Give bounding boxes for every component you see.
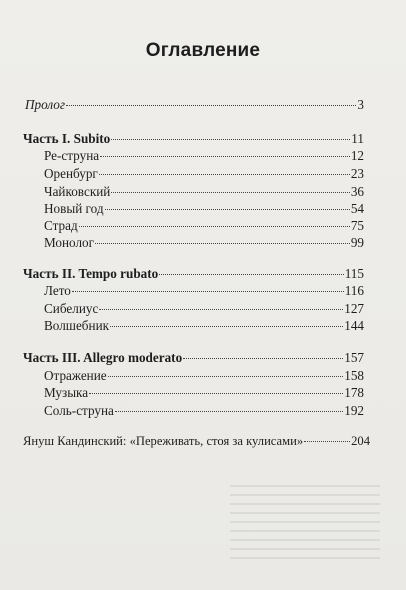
dot-leader xyxy=(99,308,343,310)
toc-label: Пролог xyxy=(25,97,66,112)
toc-entry-prolog xyxy=(25,96,364,114)
toc-entry xyxy=(44,367,364,385)
toc-label: Монолог xyxy=(44,235,95,250)
toc-entry xyxy=(44,317,364,335)
dot-leader xyxy=(108,375,344,377)
toc-entry xyxy=(44,282,364,300)
toc-page-number: 158 xyxy=(344,368,364,383)
dot-leader xyxy=(95,242,350,244)
toc-part-label: Часть II. Tempo rubato xyxy=(23,266,159,281)
toc-part-3 xyxy=(23,349,364,367)
dot-leader xyxy=(304,440,350,442)
toc-page-number: 115 xyxy=(344,266,364,281)
dot-leader xyxy=(89,392,343,394)
dot-leader xyxy=(110,325,343,327)
toc-label: Лето xyxy=(44,283,71,298)
toc-entry xyxy=(44,384,364,402)
toc-page-number: 116 xyxy=(344,283,364,298)
toc-label: Отражение xyxy=(44,368,107,383)
toc-page-number: 127 xyxy=(344,301,364,316)
toc-page-number: 12 xyxy=(350,148,364,163)
toc-label: Страд xyxy=(44,218,78,233)
toc-entry xyxy=(44,200,364,218)
toc-page-number: 75 xyxy=(350,218,364,233)
toc-label: Соль-струна xyxy=(44,403,114,418)
toc-entry xyxy=(44,165,364,183)
toc-entry-epilogue xyxy=(23,432,370,450)
toc-page-number: 157 xyxy=(344,350,364,365)
toc-page-number: 23 xyxy=(350,166,364,181)
dot-leader xyxy=(183,357,343,359)
toc-label: Чайковский xyxy=(44,184,111,199)
dot-leader xyxy=(111,191,349,193)
dot-leader xyxy=(100,155,350,157)
toc-page-number: 11 xyxy=(351,131,364,146)
toc-label: Новый год xyxy=(44,201,104,216)
dot-leader xyxy=(99,173,350,175)
toc-part-2 xyxy=(23,265,364,283)
show-through-text xyxy=(230,485,380,565)
toc-entry xyxy=(44,217,364,235)
toc-page-number: 99 xyxy=(350,235,364,250)
toc-page-number: 192 xyxy=(344,403,364,418)
dot-leader xyxy=(66,104,356,106)
toc-label: Оренбург xyxy=(44,166,98,181)
toc-part-label: Часть I. Subito xyxy=(23,131,111,146)
toc-label: Сибелиус xyxy=(44,301,99,316)
toc-page-number: 3 xyxy=(357,97,364,112)
dot-leader xyxy=(79,225,350,227)
toc-label: Ре-струна xyxy=(44,148,100,163)
toc-page-number: 178 xyxy=(344,385,364,400)
page-title: Оглавление xyxy=(145,40,261,61)
toc-page-number: 54 xyxy=(350,201,364,216)
toc-part-label: Часть III. Allegro moderato xyxy=(23,350,183,365)
toc-label: Януш Кандинский: «Переживать, стоя за кулисами» xyxy=(23,434,304,448)
dot-leader xyxy=(105,208,350,210)
dot-leader xyxy=(111,138,350,140)
dot-leader xyxy=(72,290,344,292)
toc-entry xyxy=(44,183,364,201)
toc-part-1 xyxy=(23,130,364,148)
toc-page-number: 204 xyxy=(351,434,370,448)
toc-entry xyxy=(44,300,364,318)
toc-entry xyxy=(44,402,364,420)
dot-leader xyxy=(159,273,343,275)
toc-entry xyxy=(44,147,364,165)
toc-entry xyxy=(44,234,364,252)
toc-label: Музыка xyxy=(44,385,89,400)
toc-label: Волшебник xyxy=(44,318,110,333)
toc-page-number: 36 xyxy=(350,184,364,199)
toc-page-number: 144 xyxy=(344,318,364,333)
dot-leader xyxy=(115,410,343,412)
